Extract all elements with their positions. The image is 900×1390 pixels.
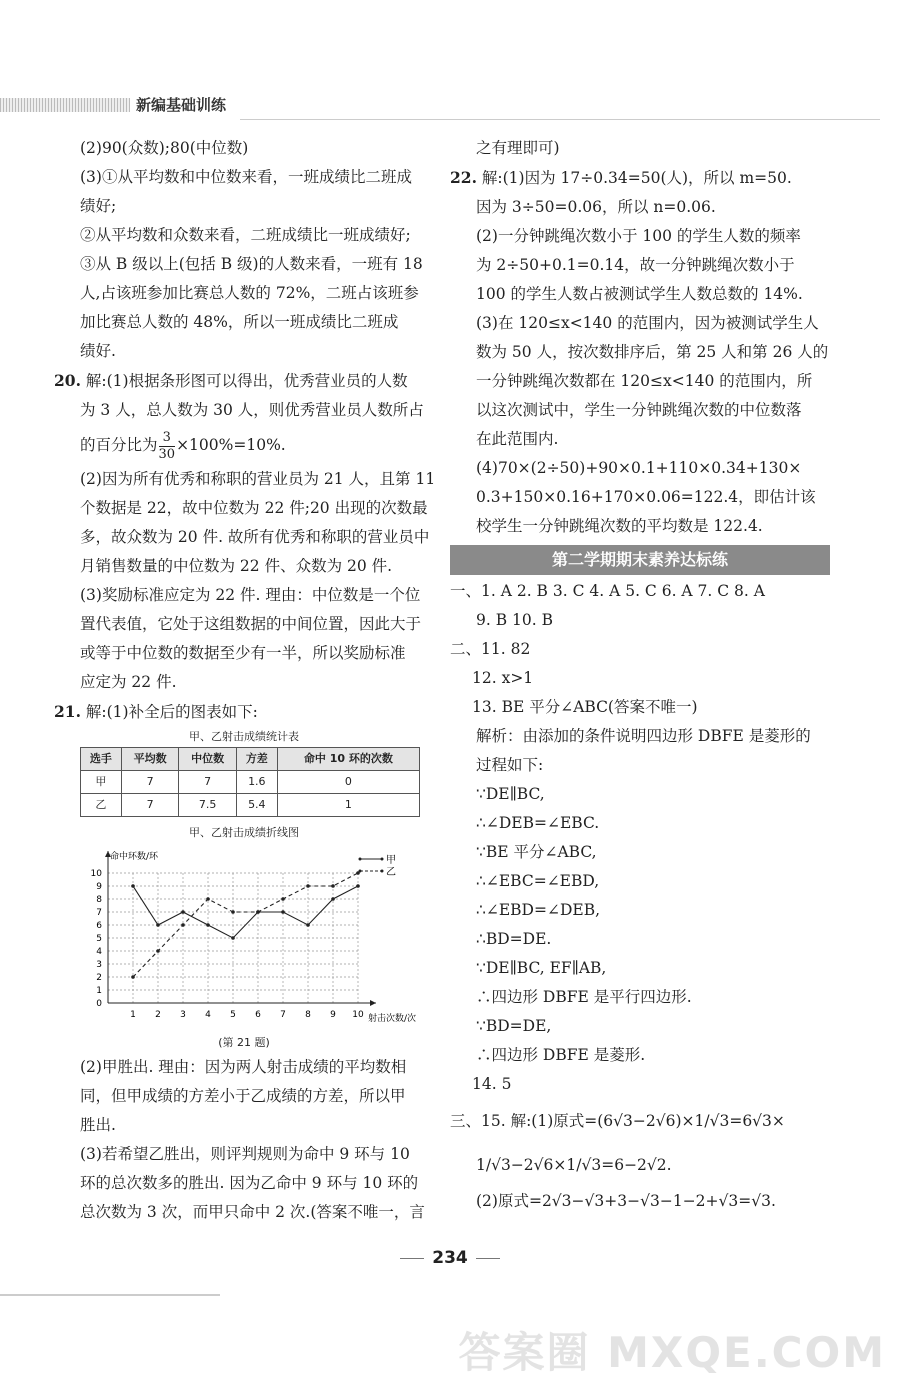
data-point [156,923,160,927]
denominator: 30 [158,446,176,462]
data-point [131,975,135,979]
table-cell: 1.6 [236,771,277,794]
line: ②从平均数和众数来看，二班成绩比一班成绩好; [80,226,411,244]
table-header-cell: 选手 [81,748,122,771]
x-tick-label: 3 [180,1010,186,1020]
y-tick-label: 5 [96,934,102,944]
numerator: 3 [159,430,176,447]
line: 解:(1)因为 17÷0.34=50(人)，所以 m=50. [481,169,792,187]
line: 解析：由添加的条件说明四边形 DBFE 是菱形的 [476,727,811,745]
table-row [81,771,420,794]
line: (2)90(众数);80(中位数) [80,139,249,157]
x-tick-label: 6 [255,1010,261,1020]
x-axis-label: 射击次数/次 [368,1014,417,1024]
text: 的百分比为 [80,436,158,454]
data-point [306,884,310,888]
question-20 [54,366,434,396]
table-cell: 7 [121,794,179,817]
data-point [231,936,235,940]
line: 环的总次数多的胜出. 因为乙命中 9 环与 10 环的 [80,1174,419,1192]
text: ×100%=10%. [176,436,286,454]
footer-rule [0,1294,220,1296]
stats-table [80,747,420,817]
line: ③从 B 级以上(包括 B 级)的人数来看，一班有 18 [80,255,423,273]
y-tick-label: 7 [96,908,102,918]
line: 加比赛总人数的 48%，所以一班成绩比二班成 [80,313,399,331]
chart-caption: (第 21 题) [218,1036,270,1049]
x-tick-label: 7 [280,1010,286,1020]
line: 1/√3−2√6×1/√3=6−2√2. [476,1156,672,1174]
dash [400,1258,424,1259]
line: 总次数为 3 次，而甲只命中 2 次.(答案不唯一，言 [80,1203,425,1221]
table-header-cell: 平均数 [121,748,179,771]
legend-marker [381,858,384,861]
line: 之有理即可) [476,139,560,157]
x-tick-label: 1 [130,1010,136,1020]
line: (3)奖励标准应定为 22 件. 理由：中位数是一个位 [80,586,421,604]
table-cell: 甲 [81,771,122,794]
page-number-text: 234 [432,1248,468,1268]
line [54,425,434,465]
line: 多，故众数为 20 件. 故所有优秀和称职的营业员中 [80,528,430,546]
line: 二、11. 82 [450,640,531,658]
data-point [281,910,285,914]
header-rule [240,119,880,120]
header-title: 新编基础训练 [136,96,227,114]
data-point [156,949,160,953]
data-point [231,910,235,914]
table-cell: 5.4 [236,794,277,817]
line: (4)70×(2÷50)+90×0.1+110×0.34+130× [476,459,802,477]
table-cell: 乙 [81,794,122,817]
x-tick-label: 2 [155,1010,161,1020]
y-tick-label: 10 [90,869,102,879]
table-cell: 7 [121,771,179,794]
line: ∴BD=DE. [476,930,552,948]
line: 因为 3÷50=0.06，所以 n=0.06. [476,198,716,216]
table-cell: 0 [277,771,419,794]
table-header-row [81,748,420,771]
table-cell: 1 [277,794,419,817]
line: (2)因为所有优秀和称职的营业员为 21 人，且第 11 [80,470,436,488]
line: ∵DE∥BC, EF∥AB, [476,959,607,977]
line: 以这次测试中，学生一分钟跳绳次数的中位数落 [476,401,802,419]
x-axis-arrow [370,1000,376,1006]
chart-title: 甲、乙射击成绩折线图 [189,826,299,839]
line: 置代表值，它处于这组数据的中间位置，因此大于 [80,615,422,633]
line-chart [64,843,424,1033]
line: (2)一分钟跳绳次数小于 100 的学生人数的频率 [476,227,801,245]
line: (3)①从平均数和中位数来看，一班成绩比二班成 [80,168,412,186]
table-title: 甲、乙射击成绩统计表 [189,730,299,743]
line: 100 的学生人数占被测试学生人数总数的 14%. [476,285,803,303]
line: ∵BD=DE, [476,1017,552,1035]
line: ∴∠DEB=∠EBC. [476,814,600,832]
line: 解:(1)补全后的图表如下: [85,703,258,721]
table-cell: 7.5 [179,794,237,817]
line: 胜出. [80,1116,116,1134]
x-tick-label: 4 [205,1010,211,1020]
x-tick-label: 10 [352,1010,364,1020]
y-tick-label: 6 [96,921,102,931]
line: (2)原式=2√3−√3+3−√3−1−2+√3=√3. [476,1192,776,1210]
legend-marker [381,870,384,873]
data-point [331,884,335,888]
table-header-cell: 中位数 [179,748,237,771]
data-point [131,884,135,888]
question-number: 21. [54,702,81,721]
data-point [256,910,260,914]
table-row [81,794,420,817]
line: 一、1. A 2. B 3. C 4. A 5. C 6. A 7. C 8. A [450,582,765,600]
question-number: 20. [54,371,81,390]
line: 14. 5 [472,1075,512,1093]
y-tick-label: 9 [96,882,102,892]
line: ∴∠EBC=∠EBD, [476,872,600,890]
y-tick-label: 8 [96,895,102,905]
y-tick-label: 2 [96,973,102,983]
line: (3)在 120≤x<140 的范围内，因为被测试学生人 [476,314,819,332]
data-point [331,897,335,901]
line: 绩好; [80,197,117,215]
table-header-cell: 命中 10 环的次数 [277,748,419,771]
line: 为 3 人，总人数为 30 人，则优秀营业员人数所占 [80,401,424,419]
line: 个数据是 22，故中位数为 22 件;20 出现的次数最 [80,499,428,517]
x-tick-label: 5 [230,1010,236,1020]
y-tick-label: 3 [96,960,102,970]
line: 月销售数量的中位数为 22 件、众数为 20 件. [80,557,393,575]
line: 三、15. 解:(1)原式=(6√3−2√6)×1/√3=6√3× [450,1112,785,1130]
header-decoration [0,98,130,112]
section-banner: 第二学期期末素养达标练 [450,545,830,575]
question-21 [54,697,434,727]
line: ∴四边形 DBFE 是平行四边形. [476,988,692,1006]
line: 或等于中位数的数据至少有一半，所以奖励标准 [80,644,406,662]
fraction [159,430,176,463]
data-point [281,897,285,901]
line: 12. x>1 [472,669,534,687]
line: ∵BE 平分∠ABC, [476,843,597,861]
table-header-cell: 方差 [236,748,277,771]
table-cell: 7 [179,771,237,794]
question-22 [450,163,830,193]
data-point [181,923,185,927]
line: (3)若希望乙胜出，则评判规则为命中 9 环与 10 [80,1145,410,1163]
page-header [0,90,900,120]
dash [476,1258,500,1259]
watermark: 答案圈 MXQE.COM [458,1328,886,1377]
line: 9. B 10. B [476,611,554,629]
line: ∴四边形 DBFE 是菱形. [476,1046,646,1064]
legend-marker [359,858,362,861]
data-point [306,923,310,927]
left-column [54,134,434,1227]
line: 数为 50 人，按次数排序后，第 25 人和第 26 人的 [476,343,829,361]
line: 一分钟跳绳次数都在 120≤x<140 的范围内，所 [476,372,813,390]
line: 同，但甲成绩的方差小于乙成绩的方差，所以甲 [80,1087,406,1105]
data-point [206,897,210,901]
right-column [450,134,830,1216]
legend-label: 甲 [386,855,396,866]
line: 解:(1)根据条形图可以得出，优秀营业员的人数 [85,372,408,390]
line: (2)甲胜出. 理由：因为两人射击成绩的平均数相 [80,1058,407,1076]
line: ∵DE∥BC, [476,785,545,803]
x-tick-label: 8 [305,1010,311,1020]
page-number [0,1248,900,1268]
data-point [181,910,185,914]
table-body [81,771,420,817]
question-number: 22. [450,168,477,187]
x-tick-label: 9 [330,1010,336,1020]
legend-marker [359,870,362,873]
y-tick-label: 1 [96,986,102,996]
legend-label: 乙 [386,867,396,878]
line: 绩好. [80,342,116,360]
line: 过程如下: [476,756,544,774]
data-point [206,923,210,927]
y-axis-label: 命中环数/环 [110,852,159,862]
line: 13. BE 平分∠ABC(答案不唯一) [472,698,698,716]
y-tick-label: 0 [96,999,102,1009]
y-tick-label: 4 [96,947,102,957]
line: ∴∠EBD=∠DEB, [476,901,601,919]
line: 0.3+150×0.16+170×0.06=122.4，即估计该 [476,488,816,506]
line: 应定为 22 件. [80,673,177,691]
line: 人,占该班参加比赛总人数的 72%，二班占该班参 [80,284,419,302]
line: 校学生一分钟跳绳次数的平均数是 122.4. [476,517,763,535]
line: 为 2÷50+0.1=0.14，故一分钟跳绳次数小于 [476,256,795,274]
line: 在此范围内. [476,430,559,448]
data-point [356,884,360,888]
